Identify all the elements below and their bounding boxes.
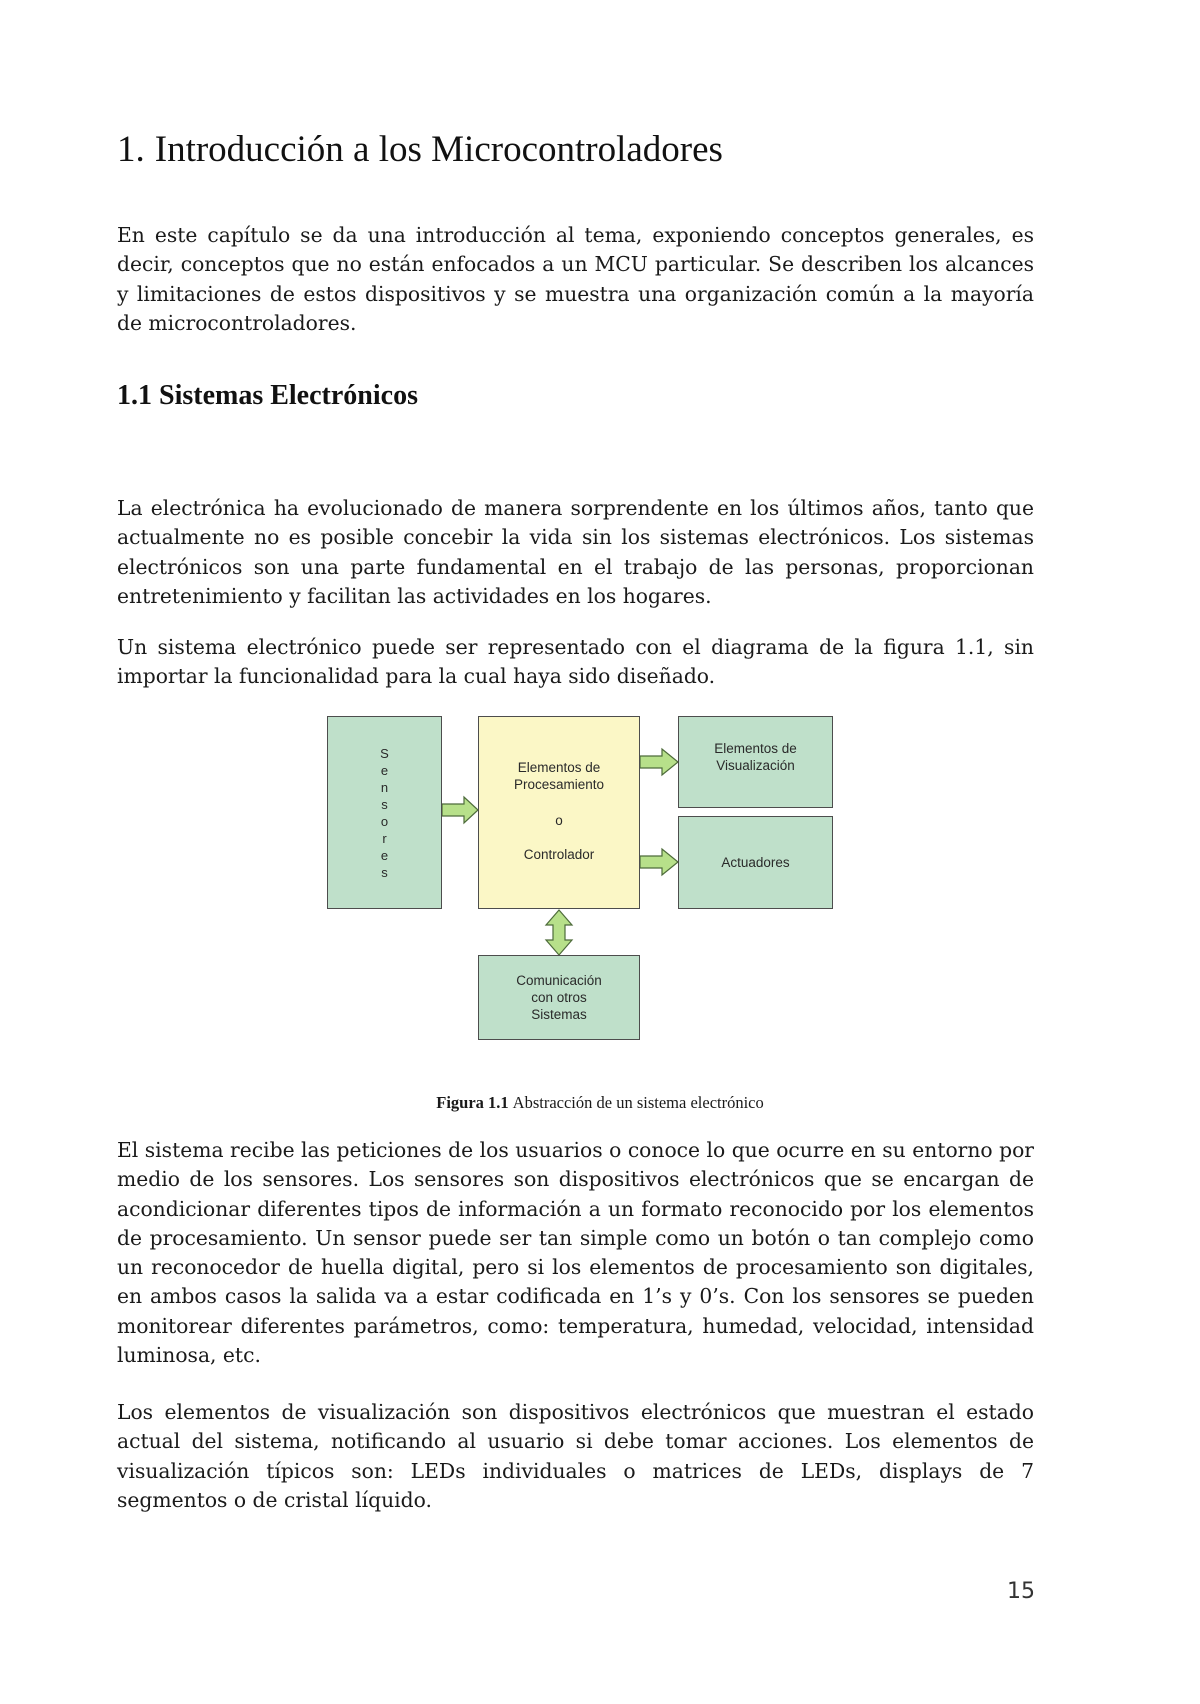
arrow-procesamiento-comunicacion xyxy=(546,910,572,955)
sensores-letter: s xyxy=(381,796,388,812)
comunicacion-line-1: Comunicación xyxy=(516,973,602,988)
intro-paragraph: En este capítulo se da una introducción al tema, exponiendo conceptos generales, es decir, conceptos que no están enfocados a un MCU particular. Se describen los alcances y limitaciones de estos dispositivos y se muestra una organización común a la mayoría de microcontroladores. xyxy=(117,223,1034,335)
sensores-letter: e xyxy=(380,762,389,778)
sensores-letter: s xyxy=(381,864,388,880)
page-number: 15 xyxy=(1007,1579,1035,1604)
paragraph-sensores: El sistema recibe las peticiones de los usuarios o conoce lo que ocurre en su entorno por medio de los sensores. Los sensores son dispositivos electrónicos que se encargan de acondicionar diferentes tipos de información a un formato reconocido por los elementos de procesamiento. Un sensor puede ser tan simple como un botón o tan complejo como un reconocedor de huella digital, pero si los elementos de procesamiento son digitales, en ambos casos la salida va a estar codificada en 1’s y 0’s. Con los sensores se pueden monitorear diferentes parámetros, como: temperatura, humedad, velocidad, intensidad luminosa, etc. xyxy=(117,1138,1034,1368)
figure-caption-label: Figura 1.1 xyxy=(436,1093,509,1112)
sensores-box xyxy=(327,716,442,909)
chapter-title-text: Introducción a los Microcontroladores xyxy=(154,129,723,170)
procesamiento-line-4: Controlador xyxy=(523,847,595,862)
comunicacion-line-2: con otros xyxy=(531,990,587,1005)
procesamiento-line-2: Procesamiento xyxy=(513,777,605,792)
visualizacion-line-1: Elementos de xyxy=(714,741,797,756)
sensores-label xyxy=(380,745,389,881)
paragraph-diagrama-intro: Un sistema electrónico puede ser representado con el diagrama de la figura 1.1, sin importar la funcionalidad para la cual haya sido diseñado. xyxy=(117,635,1034,689)
arrow-sensores-to-procesamiento xyxy=(442,797,478,823)
chapter-number: 1. xyxy=(117,129,145,170)
arrow-procesamiento-to-actuadores xyxy=(640,849,678,875)
procesamiento-line-1: Elementos de xyxy=(517,760,601,775)
sensores-letter: n xyxy=(380,779,389,795)
sensores-letter: e xyxy=(380,847,389,863)
comunicacion-line-3: Sistemas xyxy=(531,1007,587,1022)
procesamiento-box xyxy=(478,716,640,909)
figure-caption xyxy=(0,1093,1200,1113)
visualizacion-box xyxy=(678,716,833,808)
sensores-letter: o xyxy=(380,813,389,829)
visualizacion-line-2: Visualización xyxy=(716,758,795,773)
paragraph-visualizacion: Los elementos de visualización son dispositivos electrónicos que muestran el estado actual del sistema, notificando al usuario si debe tomar acciones. Los elementos de visualización típicos son: LEDs individuales o matrices de LEDs, displays de 7 segmentos o de cristal líquido. xyxy=(117,1400,1034,1512)
sensores-letter: r xyxy=(382,830,387,846)
actuadores-label: Actuadores xyxy=(721,855,790,870)
section-heading: 1.1 Sistemas Electrónicos xyxy=(117,380,418,411)
actuadores-box xyxy=(678,816,833,909)
comunicacion-box xyxy=(478,955,640,1040)
procesamiento-line-3: o xyxy=(555,813,563,828)
figure-caption-text: Abstracción de un sistema electrónico xyxy=(512,1093,764,1112)
arrow-procesamiento-to-visualizacion xyxy=(640,749,678,775)
paragraph-electronica: La electrónica ha evolucionado de manera sorprendente en los últimos años, tanto que actualmente no es posible concebir la vida sin los sistemas electrónicos. Los sistemas electrónicos son una parte fundamental en el trabajo de las personas, proporcionan entretenimiento y facilitan las actividades en los hogares. xyxy=(117,496,1034,608)
sensores-letter: S xyxy=(380,745,389,761)
